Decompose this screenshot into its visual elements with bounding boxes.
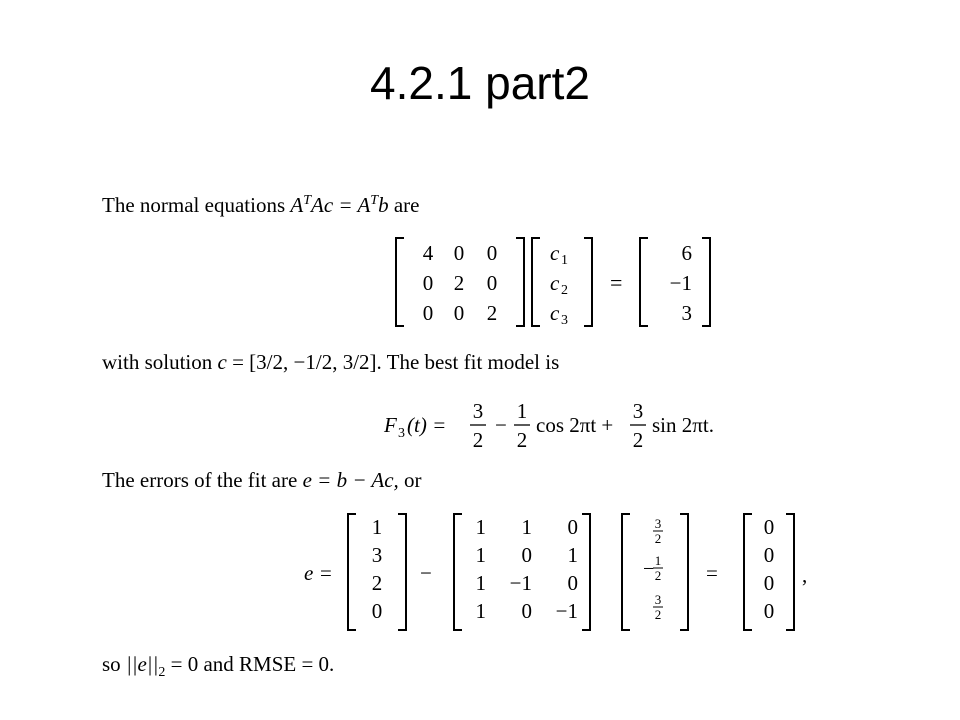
c-den-0: 2 [654, 531, 662, 546]
b-2: 2 [371, 571, 383, 595]
sup-T2: T [370, 193, 379, 208]
bracket-right [516, 238, 524, 326]
sub-1: 1 [561, 253, 568, 268]
text-lead: The errors of the fit are [102, 468, 298, 492]
model-arg: (t) = [407, 413, 447, 437]
A-3-2: −1 [555, 599, 578, 623]
res-0: 0 [763, 515, 775, 539]
res-3: 0 [763, 599, 775, 623]
slide-title: 4.2.1 part2 [370, 57, 590, 109]
A-3-1: 0 [521, 599, 532, 623]
normal-equations-block [390, 232, 730, 332]
c-num-1: 1 [654, 553, 662, 568]
A-3-0: 1 [475, 599, 486, 623]
A-1-0: 1 [475, 543, 486, 567]
paragraph-errors [102, 470, 422, 491]
sup-T: T [303, 193, 311, 208]
model-sub: 3 [398, 426, 405, 441]
c-den-2: 2 [654, 607, 662, 622]
text-tail: or [404, 468, 422, 492]
c-num-0: 3 [654, 516, 662, 531]
A-1-1: 0 [521, 543, 532, 567]
m-1-0: 0 [422, 271, 434, 295]
bracket-right-c [584, 238, 592, 326]
errors-comma: , [802, 563, 808, 587]
m-0-1: 0 [453, 241, 465, 265]
var-c2: c [550, 271, 560, 295]
model-minus: − [495, 413, 507, 437]
text-val: = [3/2, −1/2, 3/2]. The best fit model is [232, 350, 560, 374]
c-den-1: 2 [654, 568, 662, 583]
A-0-0: 1 [475, 515, 486, 539]
model-F: F [384, 413, 397, 437]
rhs-1: −1 [669, 271, 692, 295]
errors-eq: = [706, 561, 718, 585]
model-sin: sin 2πt. [652, 413, 714, 437]
res-1: 0 [763, 543, 775, 567]
model-equation [380, 392, 760, 462]
frac3-num: 3 [632, 399, 644, 423]
m-1-2: 0 [486, 271, 498, 295]
b-1: 3 [371, 543, 383, 567]
A-2-1: −1 [509, 571, 532, 595]
sub-3: 3 [561, 313, 568, 328]
var-c1: c [550, 241, 560, 265]
sub-2: 2 [561, 283, 568, 298]
bracket-right-rhs [702, 238, 710, 326]
math-c: c [217, 350, 227, 374]
A-0-1: 1 [521, 515, 532, 539]
math-expr: e = b − Ac, [302, 468, 399, 492]
paragraph-conclusion [102, 654, 334, 680]
math-A: A [290, 193, 304, 217]
var-c3: c [550, 301, 560, 325]
rhs-2: 3 [681, 301, 692, 325]
b-0: 1 [371, 515, 383, 539]
model-cos: cos 2πt + [536, 413, 614, 437]
text-tail: are [393, 193, 420, 217]
m-2-1: 0 [453, 301, 465, 325]
frac2-num: 1 [516, 399, 528, 423]
A-2-2: 0 [567, 571, 578, 595]
errors-block [300, 510, 840, 635]
errors-minus: − [420, 561, 432, 585]
m-2-2: 2 [486, 301, 498, 325]
res-2: 0 [763, 571, 775, 595]
rhs-0: 6 [681, 241, 692, 265]
text-rmse: RMSE [239, 652, 297, 676]
text-eq0: = 0 and [170, 652, 234, 676]
errors-lhs: e = [304, 561, 333, 585]
paragraph-solution [102, 352, 559, 373]
A-0-2: 0 [567, 515, 578, 539]
bracket-left [396, 238, 404, 326]
norm-sub: 2 [158, 665, 166, 681]
c-num-2: 3 [654, 592, 662, 607]
text-tail: = 0. [301, 652, 335, 676]
math-b: b [378, 193, 389, 217]
math-mid: Ac = A [311, 193, 371, 217]
m-0-2: 0 [486, 241, 498, 265]
m-0-0: 4 [422, 241, 434, 265]
text-lead: with solution [102, 350, 213, 374]
frac1-num: 3 [472, 399, 484, 423]
A-2-0: 1 [475, 571, 486, 595]
b-3: 0 [371, 599, 383, 623]
frac2-den: 2 [516, 428, 528, 452]
equals-sign: = [610, 270, 623, 295]
text-lead: so [102, 652, 121, 676]
bracket-left-rhs [640, 238, 648, 326]
frac1-den: 2 [472, 428, 484, 452]
m-1-1: 2 [453, 271, 465, 295]
paragraph-normal-equations [102, 194, 419, 216]
frac3-den: 2 [632, 428, 644, 452]
c-sign-1: − [643, 558, 655, 580]
A-1-2: 1 [567, 543, 578, 567]
math-norm: ||e|| [125, 652, 159, 676]
text-lead: The normal equations [102, 193, 286, 217]
m-2-0: 0 [422, 301, 434, 325]
bracket-left-c [532, 238, 540, 326]
